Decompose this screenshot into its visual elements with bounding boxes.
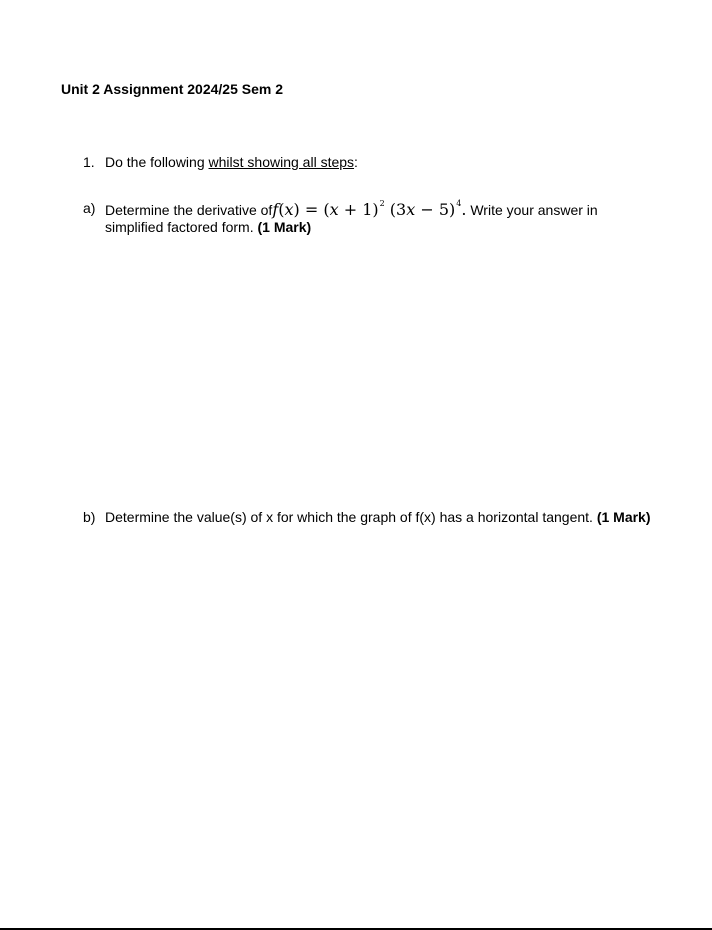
math-close-paren: ) [293,200,300,219]
math-period: . [461,200,467,219]
part-a-function-expression [272,199,467,219]
part-a-label: a) [83,200,96,216]
part-a-prefix: Determine the derivative of [105,202,273,218]
part-a-marks: (1 Mark) [257,219,312,235]
part-b-label: b) [83,509,96,525]
question-1-intro-underlined: whilst showing all steps [208,154,355,170]
math-f: f [272,200,279,219]
part-a-line-2-text: simplified factored form. [105,219,258,235]
part-a-line-1 [105,188,598,218]
math-factor2-var: x [406,200,416,219]
part-b-text: Determine the value(s) of x for which the graph of f(x) has a horizontal tangent. [105,509,597,525]
math-factor1-open: ( [323,200,330,219]
math-exponent-1: 2 [379,199,385,208]
part-a-suffix: Write your answer in [466,202,598,218]
math-exponent-2: 4 [456,199,462,208]
part-b-marks: (1 Mark) [596,509,651,525]
math-factor2-rest: − 5) [415,200,456,219]
part-a-line-2 [105,219,311,235]
math-open-paren: ( [278,200,285,219]
question-1-intro-suffix: : [354,154,358,170]
math-x: x [284,200,294,219]
question-1-number: 1. [83,154,95,170]
question-1-intro [105,154,358,170]
assignment-title: Unit 2 Assignment 2024/25 Sem 2 [61,81,284,97]
question-1-intro-prefix: Do the following [105,154,209,170]
math-factor1-rest: + 1) [338,200,379,219]
part-b-question [105,509,651,525]
math-factor2-open: (3 [384,200,407,219]
math-equals: = [299,200,324,219]
math-factor1-var: x [329,200,339,219]
